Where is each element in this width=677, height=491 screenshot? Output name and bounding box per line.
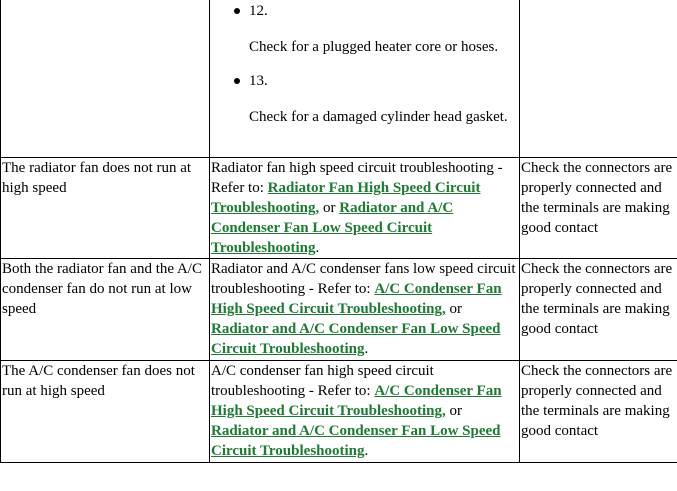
suffix-text: .	[315, 240, 320, 256]
step-list	[211, 1, 519, 127]
list-item	[249, 71, 519, 127]
ac-condenser-fan-high-speed-link[interactable]: A/C Condenser Fan High Speed Circuit Troubleshooting,	[211, 383, 502, 419]
ac-condenser-fan-high-speed-link[interactable]: A/C Condenser Fan High Speed Circuit Troubleshooting,	[211, 281, 502, 317]
table-row-continued-steps	[1, 0, 677, 158]
radiator-fan-high-speed-link[interactable]: Radiator Fan High Speed Circuit Troubleshooting,	[211, 180, 481, 216]
symptom-cell: The radiator fan does not run at high speed	[1, 158, 210, 259]
radiator-ac-fan-low-speed-link[interactable]: Radiator and A/C Condenser Fan Low Speed Circuit Troubleshooting	[211, 321, 501, 357]
radiator-ac-fan-low-speed-link[interactable]: Radiator and A/C Condenser Fan Low Speed Circuit Troubleshooting	[211, 200, 454, 256]
symptom-cell	[1, 0, 210, 158]
symptom-cell: The A/C condenser fan does not run at high speed	[1, 361, 210, 463]
step-number: 13.	[249, 73, 268, 89]
procedure-cell	[210, 259, 520, 361]
joiner-text: or	[319, 200, 340, 216]
bullet-icon	[234, 78, 240, 84]
action-cell	[520, 0, 677, 158]
table-row	[1, 259, 677, 361]
procedure-cell	[210, 361, 520, 463]
step-text: Check for a plugged heater core or hoses.	[249, 39, 499, 55]
step-number: 12.	[249, 3, 268, 19]
action-cell: Check the connectors are properly connected and the terminals are making good contact	[520, 158, 677, 259]
procedure-text: A/C condenser fan high speed circuit troubleshooting - Refer to:	[211, 363, 434, 399]
procedure-text: Radiator fan high speed circuit troubleshooting - Refer to:	[211, 160, 503, 196]
step-text: Check for a damaged cylinder head gasket.	[249, 109, 508, 125]
procedure-cell	[210, 158, 520, 259]
radiator-ac-fan-low-speed-link[interactable]: Radiator and A/C Condenser Fan Low Speed Circuit Troubleshooting	[211, 423, 501, 459]
suffix-text: .	[364, 443, 369, 459]
bullet-icon	[234, 8, 240, 14]
action-cell: Check the connectors are properly connected and the terminals are making good contact	[520, 361, 677, 463]
symptom-cell: Both the radiator fan and the A/C condenser fan do not run at low speed	[1, 259, 210, 361]
action-cell: Check the connectors are properly connected and the terminals are making good contact	[520, 259, 677, 361]
list-item	[249, 1, 519, 57]
procedure-cell	[210, 0, 520, 158]
joiner-text: or	[445, 403, 463, 419]
table-row	[1, 158, 677, 259]
suffix-text: .	[364, 341, 369, 357]
joiner-text: or	[445, 301, 463, 317]
procedure-text: Radiator and A/C condenser fans low speed circuit troubleshooting - Refer to:	[211, 261, 516, 297]
table-row	[1, 361, 677, 463]
